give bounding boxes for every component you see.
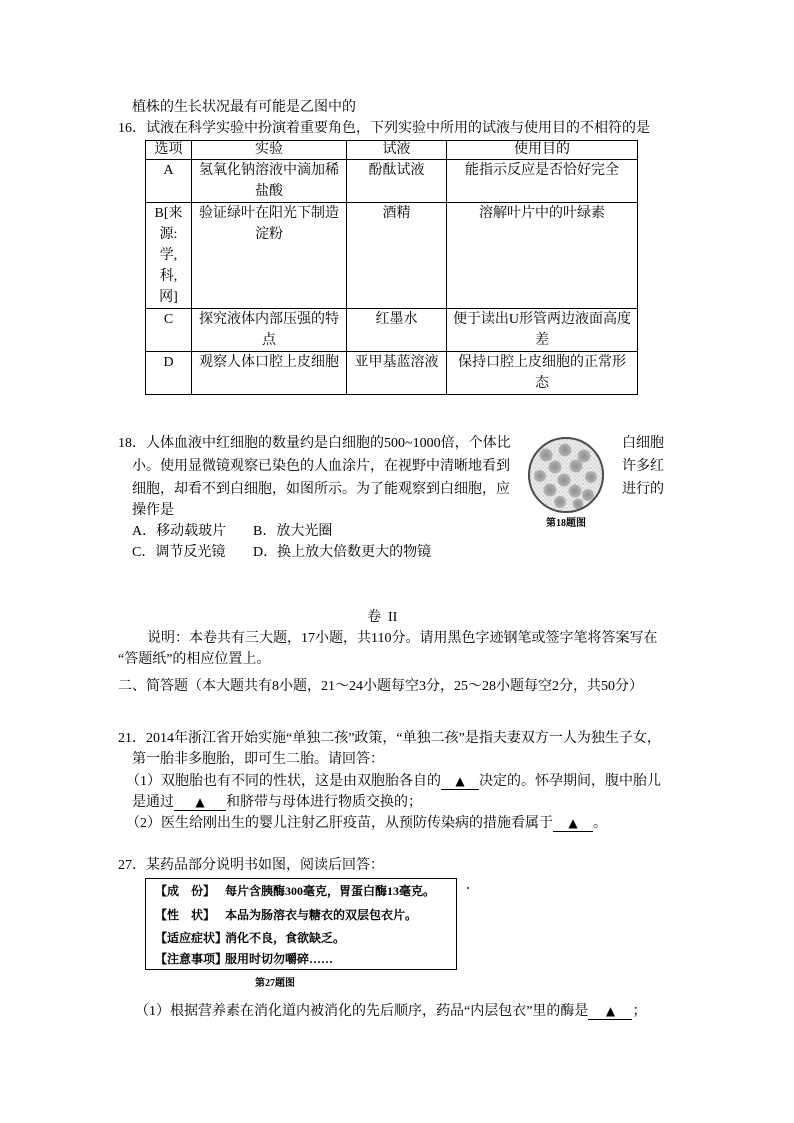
cell-line: 酒精: [382, 206, 411, 221]
cell-line: B[来: [154, 206, 183, 221]
leaflet-line: [155, 929, 345, 947]
q21-stem-line: 第一胎非多胞胎，即可生二胎。请回答：: [132, 752, 384, 767]
red-blood-cell: [558, 474, 571, 487]
red-blood-cell: [534, 470, 546, 482]
microscope-field-figure: [526, 435, 606, 515]
q18-line: 小。使用显微镜观察已染色的人血涂片，在视野中清晰地看到: [132, 459, 510, 474]
red-blood-cell: [549, 461, 562, 474]
red-blood-cell: [582, 489, 594, 501]
q21-part-2: [126, 813, 607, 834]
q27-stem: 27．某药品部分说明书如图，阅读后回答：: [118, 858, 384, 873]
part2-title: 卷 II: [367, 610, 398, 625]
cell-line: 网]: [159, 290, 178, 305]
q21-part-1: [126, 771, 661, 792]
cell-line: 淀粉: [255, 227, 283, 242]
text-after-blank: 决定的。怀孕期间，腹中胎儿: [479, 774, 661, 789]
text-before-blank: 是通过: [132, 795, 174, 810]
table-row: [146, 352, 638, 395]
leaflet-key: 【注意事项】: [155, 952, 228, 966]
cell-experiment: [192, 160, 347, 203]
header-purpose: 使用目的: [447, 141, 638, 160]
cell-line: 溶解叶片中的叶绿素: [479, 206, 605, 221]
q18-line: 操作是: [132, 503, 174, 518]
carry-over-line: 植株的生长状况最有可能是乙图中的: [132, 100, 356, 115]
cell-line: C: [163, 312, 174, 327]
q18-side-word: 白细胞: [622, 436, 664, 451]
cell-experiment: [192, 309, 347, 352]
leaflet-line: [155, 950, 333, 968]
answer-blank: ▲: [588, 1004, 632, 1020]
q16-stem: 16．试液在科学实验中扮演着重要角色，下列实验中所用的试液与使用目的不相符的是: [118, 121, 650, 136]
red-blood-cell: [585, 471, 597, 483]
q18-option-b: B．放大光圈: [253, 524, 333, 539]
cell-reagent: [347, 352, 447, 395]
header-option: 选项: [146, 141, 192, 160]
cell-line: 亚甲基蓝溶液: [354, 355, 439, 370]
text-before-blank: （2）医生给刚出生的婴儿注射乙肝疫苗，从预防传染病的措施看属于: [126, 816, 553, 831]
leaflet-key: 【成 份】: [155, 884, 216, 898]
q18-figure-caption: 第18题图: [546, 518, 586, 529]
red-blood-cell: [559, 444, 572, 457]
drug-leaflet-box: [145, 878, 457, 970]
leaflet-key: 【适应症状】: [155, 931, 228, 945]
leaflet-value: 消化不良，食欲缺乏。: [225, 931, 346, 945]
red-blood-cell: [540, 449, 553, 462]
part2-note-line: “答题纸”的相应位置上。: [118, 652, 271, 667]
cell-line: 态: [535, 376, 549, 391]
red-blood-cell: [570, 460, 583, 473]
cell-purpose: [447, 160, 638, 203]
q18-side-word: 进行的: [622, 482, 664, 497]
cell-line: 便于读出U形管两边液面高度: [452, 312, 632, 327]
text-before-blank: （1）双胞胎也有不同的性状，这是由双胞胎各自的: [126, 774, 441, 789]
q21-part-1-cont: [132, 792, 422, 813]
cell-reagent: [347, 203, 447, 309]
table-row: [146, 309, 638, 352]
table-header-row: [146, 141, 638, 160]
table-row: [146, 203, 638, 309]
cell-line: 保持口腔上皮细胞的正常形: [458, 355, 626, 370]
cell-line: 观察人体口腔上皮细胞: [199, 355, 339, 370]
cell-option: [146, 309, 192, 352]
cell-line: 学,: [159, 248, 178, 263]
red-blood-cell: [544, 484, 557, 497]
cell-line: 酚酞试液: [368, 163, 425, 178]
answer-blank: ▲: [174, 795, 226, 811]
text-after-blank: 和脐带与母体进行物质交换的；: [226, 795, 422, 810]
leaflet-value: 每片含胰酶300毫克，胃蛋白酶13毫克。: [225, 884, 436, 898]
leaflet-key: 【性 状】: [155, 908, 216, 922]
section-heading: 二、简答题（本大题共有8小题，21～24小题每空3分，25～28小题每空2分，共50分）: [118, 679, 643, 694]
cell-line: A: [163, 163, 174, 178]
cell-purpose: [447, 309, 638, 352]
cell-reagent: [347, 309, 447, 352]
cell-line: 科,: [159, 269, 178, 284]
cell-purpose: [447, 352, 638, 395]
part2-note-line: 说明：本卷共有三大题，17小题，共110分。请用黑色字迹钢笔或签字笔将答案写在: [147, 631, 658, 646]
cell-option: [146, 160, 192, 203]
leaflet-line: [155, 906, 417, 924]
leaflet-line: [155, 882, 435, 900]
cell-line: 探究液体内部压强的特: [199, 312, 339, 327]
q18-side-word: 许多红: [622, 459, 664, 474]
q18-option-a: A．移动载玻片: [132, 524, 227, 539]
q18-line: 细胞，却看不到白细胞，如图所示。为了能观察到白细胞，应: [132, 482, 510, 497]
leaflet-value: 服用时切勿嚼碎……: [225, 952, 334, 966]
q21-stem-line: 21．2014年浙江省开始实施“单独二孩”政策，“单独二孩”是指夫妻双方一人为独生子女，: [118, 731, 661, 746]
q27-part-1: [135, 1001, 646, 1022]
red-blood-cell: [569, 485, 582, 498]
cell-option: [146, 352, 192, 395]
leaflet-value: 本品为肠溶衣与糖衣的双层包衣片。: [225, 908, 418, 922]
cell-option: [146, 203, 192, 309]
text-after-blank: 。: [593, 816, 607, 831]
cell-line: 源:: [159, 227, 178, 242]
q18-option-d: D．换上放大倍数更大的物镜: [253, 545, 432, 560]
text-before-blank: （1）根据营养素在消化道内被消化的先后顺序，药品“内层包衣”里的酶是: [135, 1004, 589, 1019]
q18-option-c: C．调节反光镜: [132, 545, 226, 560]
cell-line: 氢氧化钠溶液中滴加稀: [199, 163, 339, 178]
header-experiment: 实验: [192, 141, 347, 160]
cell-experiment: [192, 352, 347, 395]
red-blood-cell: [554, 496, 566, 508]
header-reagent: 试液: [347, 141, 447, 160]
table-row: [146, 160, 638, 203]
stray-mark: [467, 887, 469, 889]
answer-blank: ▲: [553, 816, 593, 832]
cell-line: 红墨水: [375, 312, 418, 327]
q16-table: [145, 140, 638, 395]
q18-line: 18．人体血液中红细胞的数量约是白细胞的500~1000倍，个体比: [118, 436, 511, 451]
cell-line: 盐酸: [255, 184, 283, 199]
cell-line: 能指示反应是否恰好完全: [465, 163, 619, 178]
cell-purpose: [447, 203, 638, 309]
cell-reagent: [347, 160, 447, 203]
cell-experiment: [192, 203, 347, 309]
cell-line: 验证绿叶在阳光下制造: [199, 206, 339, 221]
cell-line: 点: [262, 333, 276, 348]
answer-blank: ▲: [441, 774, 479, 790]
cell-line: D: [163, 355, 174, 370]
q27-figure-caption: 第27题图: [255, 978, 295, 989]
text-after-blank: ；: [632, 1004, 647, 1019]
cell-line: 差: [535, 333, 549, 348]
